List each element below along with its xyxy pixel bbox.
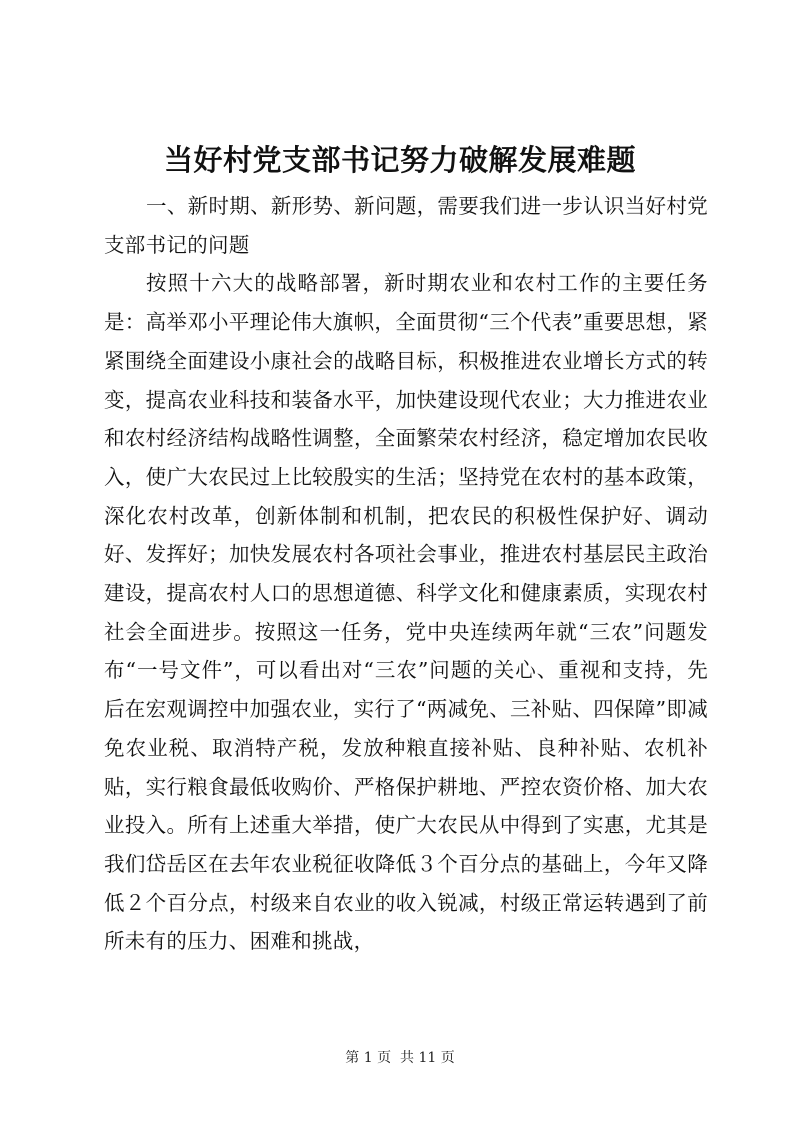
- page-footer: [0, 1048, 800, 1068]
- page-number-label: 第 1 页 共 11 页: [345, 1050, 455, 1066]
- section-heading-paragraph: 一、新时期、新形势、新问题，需要我们进一步认识当好村党支部书记的问题: [104, 194, 708, 257]
- document-body: [104, 187, 708, 961]
- body-paragraph: 按照十六大的战略部署，新时期农业和农村工作的主要任务是：高举邓小平理论伟大旗帜，全面贯彻“三个代表”重要思想，紧紧围绕全面建设小康社会的战略目标，积极推进农业增长方式的转变，提高农业科技和装备水平，加快建设现代农业；大力推进农业和农村经济结构战略性调整，全面繁荣农村经济，稳定增加农民收入，使广大农民过上比较殷实的生活；坚持党在农村的基本政策，深化农村改革，创新体制和机制，把农民的积极性保护好、调动好、发挥好；加快发展农村各项社会事业，推进农村基层民主政治建设，提高农村人口的思想道德、科学文化和健康素质，实现农村社会全面进步。按照这一任务，党中央连续两年就“三农”问题发布“一号文件”，可以看出对“三农”问题的关心、重视和支持，先后在宏观调控中加强农业，实行了“两减免、三补贴、四保障”即减免农业税、取消特产税，发放种粮直接补贴、良种补贴、农机补贴，实行粮食最低收购价、严格保护耕地、严控农资价格、加大农业投入。所有上述重大举措，使广大农民从中得到了实惠，尤其是我们岱岳区在去年农业税征收降低３个百分点的基础上，今年又降低２个百分点，村级来自农业的收入锐减，村级正常运转遇到了前所未有的压力、困难和挑战，: [104, 271, 708, 954]
- document-title: 当好村党支部书记努力破解发展难题: [163, 143, 636, 177]
